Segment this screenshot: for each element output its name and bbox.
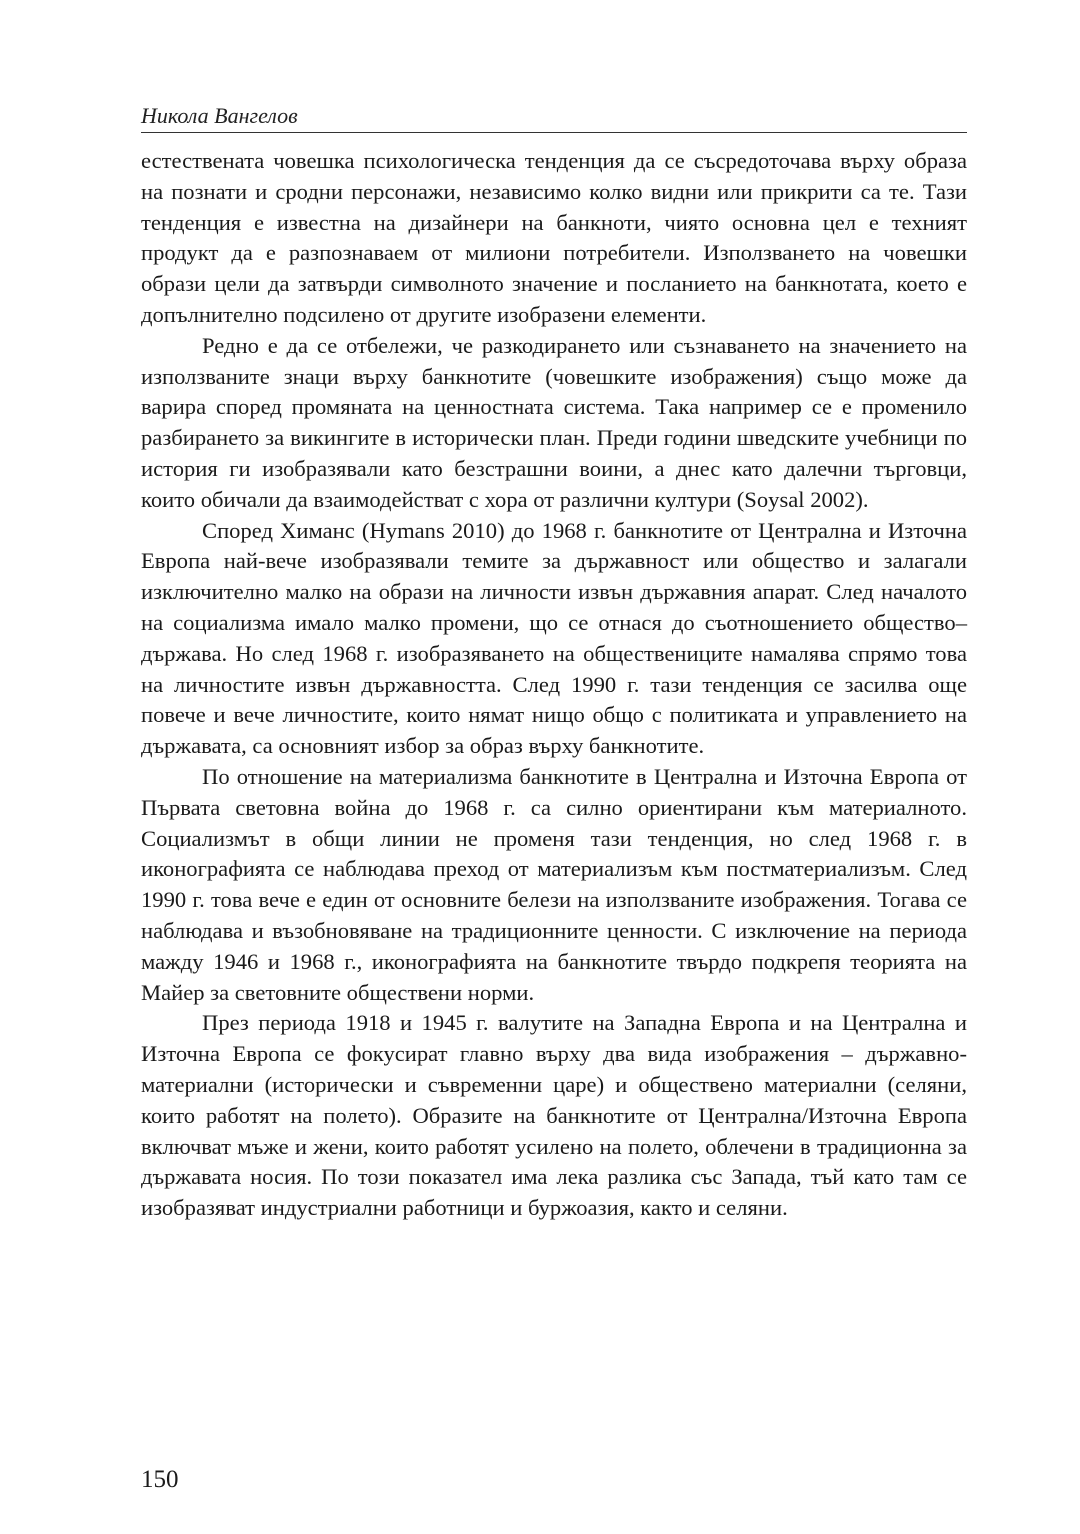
header-author: Никола Вангелов: [141, 103, 298, 128]
body-text: [141, 146, 967, 1224]
book-page: [141, 0, 967, 1534]
paragraph: През периода 1918 и 1945 г. валутите на Западна Европа и на Централна и Източна Европа се фокусират главно върху два вида изображения – държавно-материални (исторически и съвременни царе) и обществено материални (селяни, които работят на полето). Образите на банкнотите от Централна/Източна Европа включват мъже и жени, които работят усилено на полето, облечени в традиционна за държавата носия. По този показател има лека разлика със Запада, тъй като там се изобразяват индустриални работници и буржоазия, както и селяни.: [141, 1010, 967, 1221]
page-number: 150: [141, 1466, 179, 1493]
paragraph: По отношение на материализма банкнотите в Централна и Източна Европа от Първата световна война до 1968 г. са силно ориентирани към материалното. Социализмът в общи линии не променя тази тенденция, но след 1968 г. в иконографията се наблюдава преход от материализъм към постматериализъм. След 1990 г. това вече е един от основните белези на използваните изображения. Тогава се наблюдава и възобновяване на традиционните ценности. С изключение на периода мажду 1946 и 1968 г., иконографията на банкнотите твърдо подкрепя теорията на Майер за световните обществени норми.: [141, 763, 967, 1005]
paragraph: Според Химанс (Hymans 2010) до 1968 г. банкнотите от Централна и Източна Европа най-вече изобразявали темите за държавност или общество и залагали изключително малко на образи на личности извън държавния апарат. След началото на социализма имало малко промени, що се отнася до съотношението общество–държава. Но след 1968 г. изобразяването на обществениците намалява спрямо това на личностите извън държавността. След 1990 г. тази тенденция се засилва още повече и вече личностите, които нямат нищо общо с политиката и управлението на държавата, са основният избор за образ върху банкнотите.: [141, 517, 967, 759]
paragraph: Редно е да се отбележи, че разкодирането или съзнаването на значението на използваните знаци върху банкнотите (човешките изображения) също може да варира според промяната на ценностната система. Така например се е променило разбирането за викингите в исторически план. Преди години шведските учебници по история ги изобразявали като безстрашни воини, а днес като далечни търговци, които обичали да взаимодействат с хора от различни култури (Soysal 2002).: [141, 332, 967, 512]
paragraph-continuation: естествената човешка психологическа тенденция да се съсредоточава върху образа на познати и сродни персонажи, независимо колко видни или прикрити са те. Тази тенденция е известна на дизайнери на банкноти, чиято основна цел е техният продукт да е разпознаваем от милиони потребители. Използването на човешки образи цели да затвърди символното значение и посланието на банкнотата, което е допълнително подсилено от другите изобразени елементи.: [141, 148, 967, 327]
running-header: [141, 104, 967, 133]
